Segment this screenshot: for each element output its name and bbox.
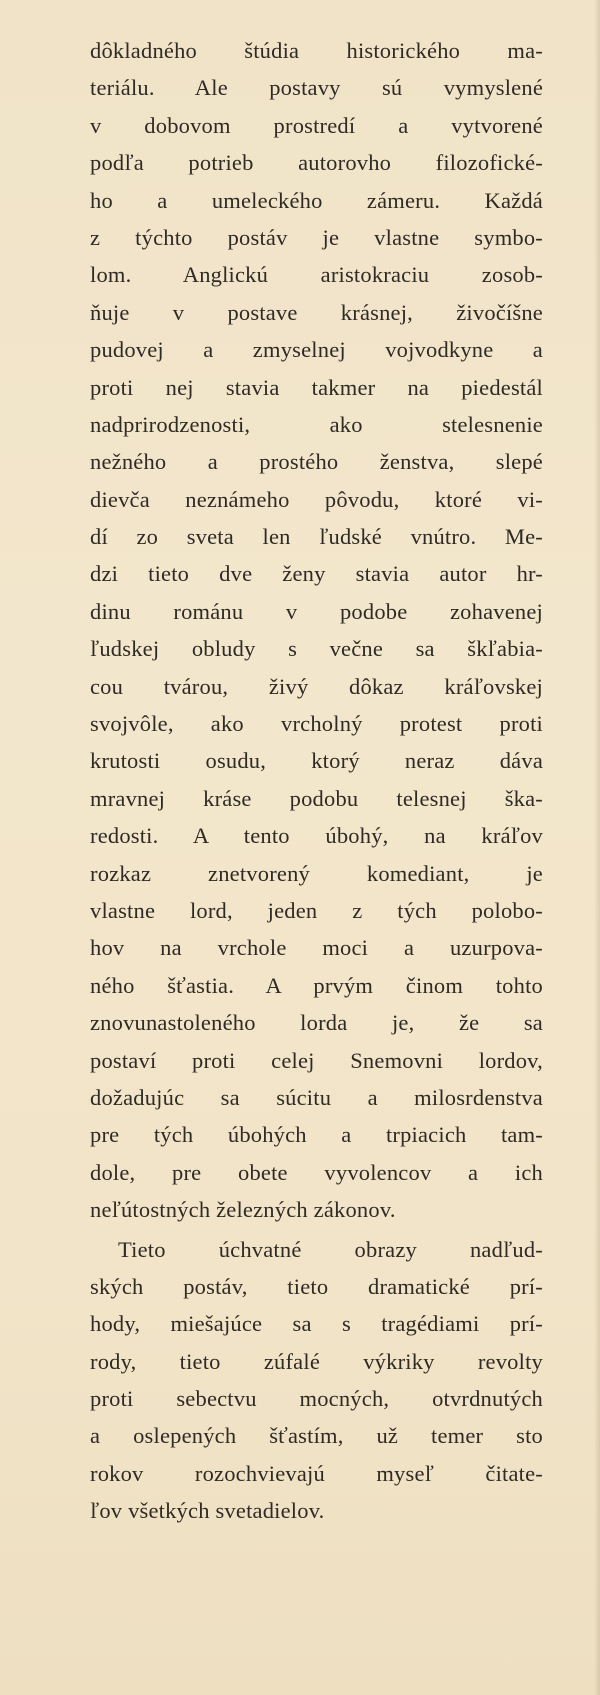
- page-edge-shadow: [594, 0, 600, 1695]
- paragraph-2: [90, 1231, 543, 1530]
- text-line: teriálu. Ale postavy sú vymyslené: [90, 75, 543, 101]
- text-line: rody, tieto zúfalé výkriky revolty: [90, 1348, 543, 1374]
- text-line: ného šťastia. A prvým činom tohto: [90, 972, 543, 998]
- text-line: z týchto postáv je vlastne symbo-: [90, 224, 543, 250]
- text-line: dinu románu v podobe zohavenej: [90, 598, 543, 624]
- text-line: vlastne lord, jeden z tých polobo-: [90, 897, 543, 923]
- text-line: a oslepených šťastím, už temer sto: [90, 1423, 543, 1449]
- text-line: cou tvárou, živý dôkaz kráľovskej: [90, 673, 543, 699]
- text-line: podľa potrieb autorovho filozofické-: [90, 150, 543, 176]
- text-line: dzi tieto dve ženy stavia autor hr-: [90, 561, 543, 587]
- text-line: nežného a prostého ženstva, slepé: [90, 449, 543, 475]
- text-line: pre tých úbohých a trpiacich tam-: [90, 1122, 543, 1148]
- text-line: svojvôle, ako vrcholný protest proti: [90, 711, 543, 737]
- text-line: ňuje v postave krásnej, živočíšne: [90, 299, 543, 325]
- text-line: ľudskej obludy s večne sa škľabia-: [90, 636, 543, 662]
- text-line: hody, miešajúce sa s tragédiami prí-: [90, 1311, 543, 1337]
- text-line: rokov rozochvievajú myseľ čitate-: [90, 1460, 543, 1486]
- text-line: rozkaz znetvorený komediant, je: [90, 860, 543, 886]
- text-line: dievča neznámeho pôvodu, ktoré vi-: [90, 486, 543, 512]
- text-line: ľov všetkých svetadielov.: [90, 1498, 325, 1524]
- text-line: neľútostných železných zákonov.: [90, 1197, 396, 1223]
- text-line: proti sebectvu mocných, otvrdnutých: [90, 1386, 543, 1412]
- text-line: pudovej a zmyselnej vojvodkyne a: [90, 337, 543, 363]
- text-line: dôkladného štúdia historického ma-: [90, 38, 543, 63]
- text-line: dožadujúc sa súcitu a milosrdenstva: [90, 1084, 543, 1110]
- text-line: hov na vrchole moci a uzurpova-: [90, 935, 543, 961]
- text-line: postaví proti celej Snemovni lordov,: [90, 1047, 543, 1073]
- text-line: znovunastoleného lorda je, že sa: [90, 1010, 543, 1036]
- text-line: lom. Anglickú aristokraciu zosob-: [90, 262, 543, 288]
- text-line: ho a umeleckého zámeru. Každá: [90, 187, 543, 213]
- text-line: Tieto úchvatné obrazy nadľud-: [118, 1236, 543, 1262]
- text-line: nadprirodzenosti, ako stelesnenie: [90, 411, 543, 437]
- text-line: redosti. A tento úbohý, na kráľov: [90, 823, 543, 849]
- text-line: mravnej kráse podobu telesnej ška-: [90, 785, 543, 811]
- paragraph-1: [90, 32, 543, 1229]
- text-line: dí zo sveta len ľudské vnútro. Me-: [90, 524, 543, 550]
- text-line: krutosti osudu, ktorý neraz dáva: [90, 748, 543, 774]
- text-line: dole, pre obete vyvolencov a ich: [90, 1159, 543, 1185]
- text-line: proti nej stavia takmer na piedestál: [90, 374, 543, 400]
- text-line: ských postáv, tieto dramatické prí-: [90, 1273, 543, 1299]
- text-line: v dobovom prostredí a vytvorené: [90, 112, 543, 138]
- book-page-text: [90, 32, 543, 1530]
